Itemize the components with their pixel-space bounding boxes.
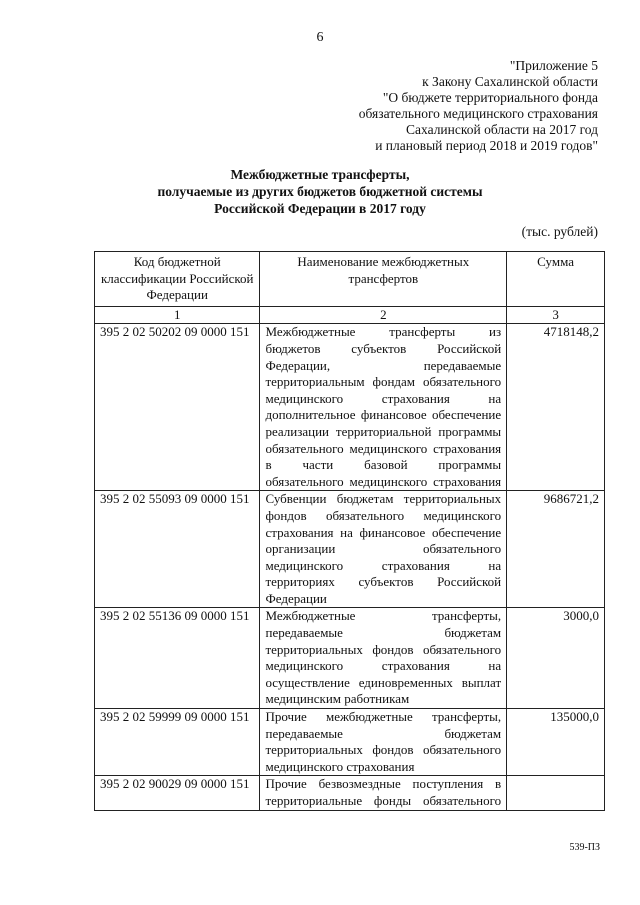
- transfer-name-line: медицинского страхования на: [265, 390, 502, 406]
- budget-code: 395 2 02 90029 09 0000 151: [95, 776, 260, 810]
- transfer-name-line: осуществление единовременных выплат: [265, 674, 502, 690]
- column-number: 2: [260, 306, 507, 324]
- transfer-name-line: фондов обязательного медицинского: [265, 507, 502, 523]
- budget-code: 395 2 02 59999 09 0000 151: [95, 709, 260, 776]
- appendix-line: обязательного медицинского страхования: [358, 106, 598, 121]
- table-row: [95, 324, 605, 491]
- transfer-name-line: Межбюджетные трансферты,: [265, 608, 502, 624]
- page-number: 6: [316, 30, 324, 45]
- transfer-name-line: реализации территориальной программы: [265, 423, 502, 439]
- transfers-table: [94, 251, 605, 811]
- footer-code: 539-ПЗ: [569, 842, 600, 853]
- header-code: [95, 252, 260, 307]
- table-row: [95, 608, 605, 709]
- transfer-name-line: территориальным фондам обязательного: [265, 374, 502, 390]
- header-name-line: Наименование межбюджетных: [297, 254, 470, 269]
- transfer-name-line: Прочие межбюджетные трансферты,: [265, 709, 502, 725]
- transfer-name: [260, 324, 507, 491]
- appendix-note: [278, 58, 598, 154]
- transfer-name-line: передаваемые бюджетам: [265, 725, 502, 741]
- transfer-name-line: территориальные фонды обязательного: [265, 793, 502, 808]
- transfer-name-line: медицинского страхования на: [265, 557, 502, 573]
- budget-code: 395 2 02 55093 09 0000 151: [95, 491, 260, 608]
- budget-code: 395 2 02 55136 09 0000 151: [95, 608, 260, 709]
- table-row: [95, 709, 605, 776]
- transfer-name-line: Федерации, передаваемые: [265, 357, 502, 373]
- title-line: получаемые из других бюджетов бюджетной системы: [157, 184, 483, 199]
- transfer-amount: 9686721,2: [507, 491, 605, 608]
- table-body: [95, 324, 605, 810]
- table-row: [95, 491, 605, 608]
- transfer-name-line: Субвенции бюджетам территориальных: [265, 491, 502, 507]
- appendix-line: "О бюджете территориального фонда: [382, 90, 598, 105]
- transfer-amount: 135000,0: [507, 709, 605, 776]
- transfer-name: [260, 608, 507, 709]
- transfer-name-line: территориальных фондов обязательного: [265, 742, 502, 758]
- appendix-line: к Закону Сахалинской области: [422, 74, 598, 89]
- header-row: [95, 252, 605, 307]
- appendix-line: и плановый период 2018 и 2019 годов": [375, 138, 598, 153]
- column-number-row: [95, 306, 605, 324]
- header-code-line: классификации Российской: [100, 270, 254, 286]
- transfer-name: [260, 709, 507, 776]
- header-name: [260, 252, 507, 307]
- column-number: 3: [507, 306, 605, 324]
- header-code-line: Федерации: [146, 287, 208, 303]
- transfer-amount: 4718148,2: [507, 324, 605, 491]
- units-label: (тыс. рублей): [521, 224, 598, 239]
- column-number: 1: [95, 306, 260, 324]
- appendix-line: Сахалинской области на 2017 год: [406, 122, 598, 137]
- header-code-line: Код бюджетной: [133, 254, 221, 269]
- transfer-name-line: Прочие безвозмездные поступления в: [265, 776, 502, 792]
- transfer-name-line: бюджетов субъектов Российской: [265, 340, 502, 356]
- transfer-name-line: передаваемые бюджетам: [265, 625, 502, 641]
- transfer-name-line: дополнительное финансовое обеспечение: [265, 407, 502, 423]
- title-line: Межбюджетные трансферты,: [230, 167, 410, 182]
- transfer-name-line: Федерации: [265, 590, 327, 606]
- transfer-name-line: медицинского страхования: [265, 758, 415, 774]
- transfer-name-line: обязательного медицинского страхования: [265, 440, 502, 456]
- header-name-line: трансфертов: [348, 270, 419, 286]
- transfer-name-line: Межбюджетные трансферты из: [265, 324, 502, 340]
- budget-code: 395 2 02 50202 09 0000 151: [95, 324, 260, 491]
- transfer-name-line: территориальных фондов обязательного: [265, 641, 502, 657]
- transfer-name-line: территориях субъектов Российской: [265, 574, 502, 590]
- transfer-name-line: страхования на финансовое обеспечение: [265, 524, 502, 540]
- document-title: [0, 166, 640, 217]
- transfer-name-line: медицинским работникам: [265, 691, 410, 707]
- transfer-name: [260, 776, 507, 810]
- transfer-amount: [507, 776, 605, 810]
- transfer-name: [260, 491, 507, 608]
- transfer-name-line: в части базовой программы: [265, 457, 502, 473]
- transfer-amount: 3000,0: [507, 608, 605, 709]
- table-row: [95, 776, 605, 810]
- appendix-line: "Приложение 5: [509, 58, 598, 73]
- transfer-name-line: организации обязательного: [265, 541, 502, 557]
- transfer-name-line: обязательного медицинского страхования: [265, 473, 502, 489]
- title-line: Российской Федерации в 2017 году: [214, 201, 426, 216]
- header-amount: Сумма: [507, 252, 605, 307]
- transfer-name-line: медицинского страхования на: [265, 658, 502, 674]
